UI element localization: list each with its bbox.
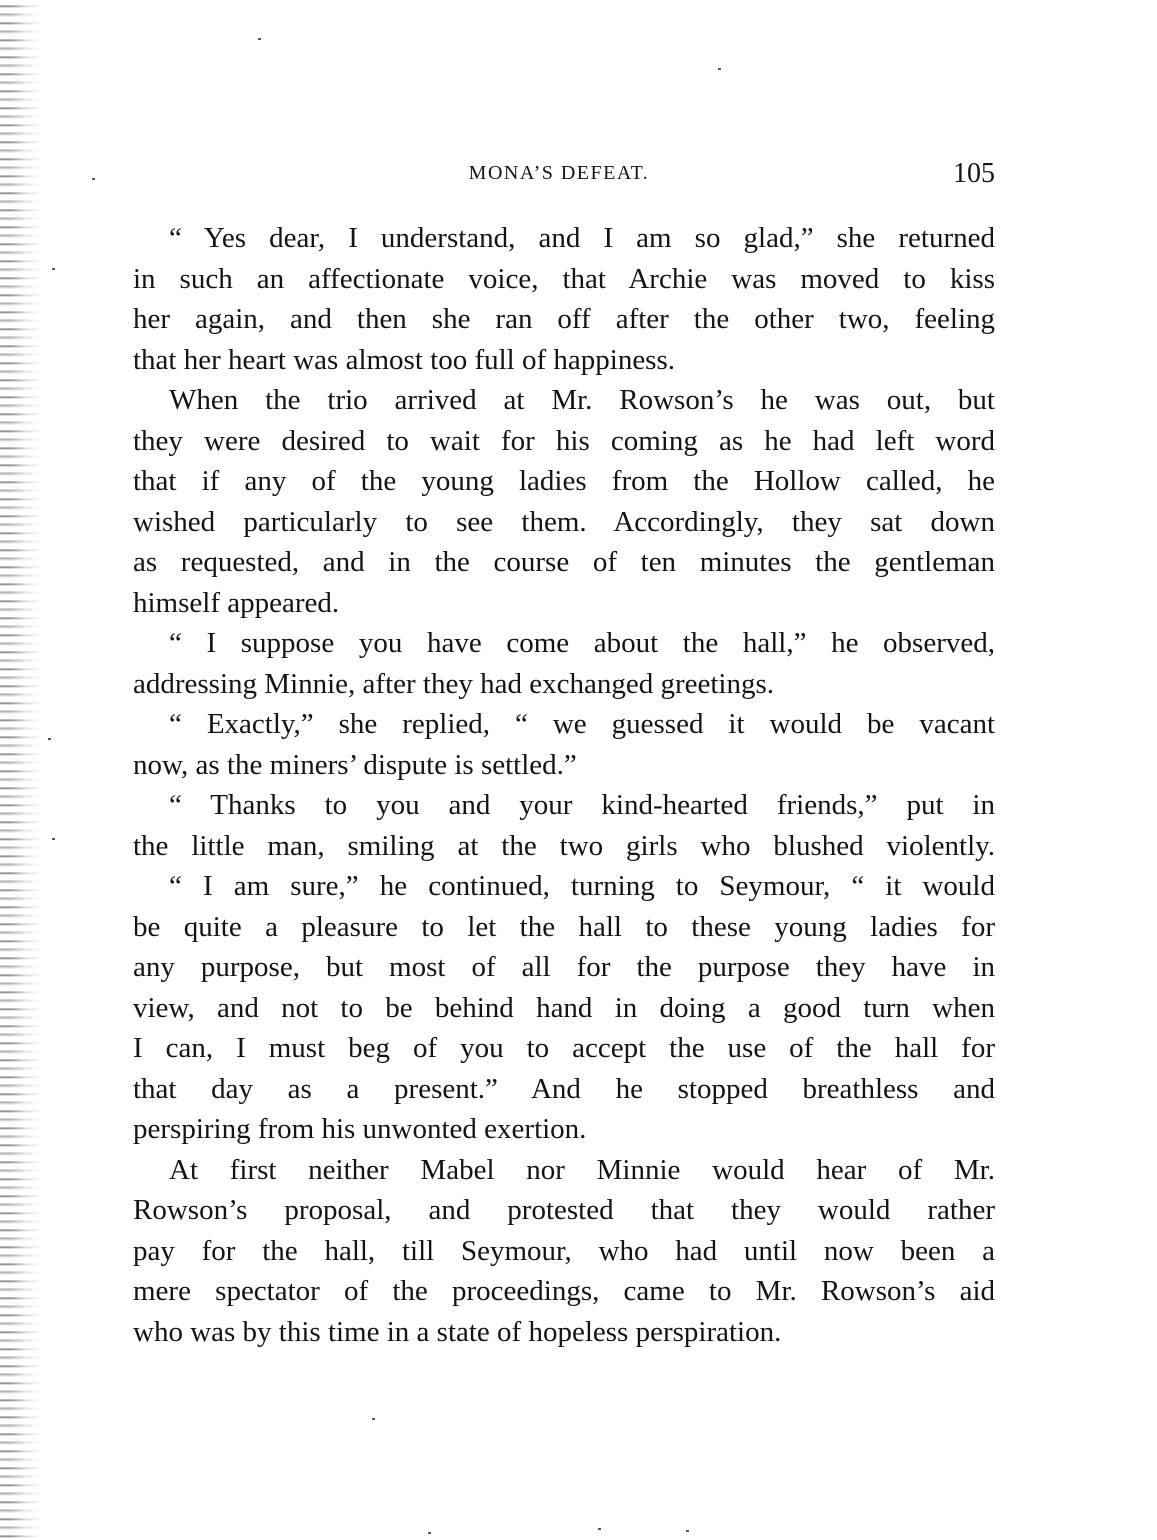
scan-speck: [48, 738, 51, 740]
text-line: that day as a present.” And he stopped breathless and: [133, 1072, 995, 1105]
text-line: be quite a pleasure to let the hall to these young ladies for: [133, 910, 995, 943]
text-line: Rowson’s proposal, and protested that they would rather: [133, 1194, 995, 1226]
text-line: At first neither Mabel nor Minnie would hear of Mr.: [169, 1153, 995, 1186]
text-line: “ Thanks to you and your kind-hearted friends,” put in: [169, 789, 995, 821]
scan-speck: [428, 1532, 431, 1534]
text-line: I can, I must beg of you to accept the use of the hall for: [133, 1032, 995, 1064]
text-line: her again, and then she ran off after the other two, feeling: [133, 303, 995, 335]
scan-speck: [686, 1530, 689, 1532]
text-line: pay for the hall, till Seymour, who had until now been a: [133, 1234, 995, 1267]
text-line: “ I am sure,” he continued, turning to Seymour, “ it would: [169, 870, 995, 902]
paragraph: [133, 1150, 995, 1353]
text-line: “ Yes dear, I understand, and I am so glad,” she returned: [169, 222, 995, 254]
paragraph: [133, 704, 995, 785]
scan-speck: [598, 1528, 601, 1530]
scan-speck: [52, 838, 55, 840]
text-line: now, as the miners’ dispute is settled.”: [133, 748, 577, 781]
text-line: When the trio arrived at Mr. Rowson’s he was out, but: [169, 384, 995, 416]
text-line: mere spectator of the proceedings, came to Mr. Rowson’s aid: [133, 1275, 995, 1307]
text-line: “ Exactly,” she replied, “ we guessed it would be vacant: [169, 708, 995, 740]
text-line: that her heart was almost too full of happiness.: [133, 343, 676, 376]
text-line: wished particularly to see them. Accordingly, they sat down: [133, 505, 995, 538]
text-line: any purpose, but most of all for the purpose they have in: [133, 951, 995, 983]
text-line: “ I suppose you have come about the hall,” he observed,: [169, 627, 995, 659]
text-line: that if any of the young ladies from the Hollow called, he: [133, 465, 995, 497]
paragraph: [133, 623, 995, 704]
scan-speck: [258, 38, 261, 40]
body-text: [133, 218, 995, 1352]
scan-speck: [52, 268, 55, 270]
paragraph: [133, 380, 995, 623]
scanned-binding-edge: [0, 0, 42, 1540]
text-line: who was by this time in a state of hopeless perspiration.: [133, 1315, 782, 1348]
running-head: [133, 158, 995, 192]
text-line: as requested, and in the course of ten minutes the gentleman: [133, 546, 995, 578]
text-line: perspiring from his unwonted exertion.: [133, 1113, 587, 1145]
paragraph: [133, 785, 995, 866]
text-line: in such an affectionate voice, that Archie was moved to kiss: [133, 262, 995, 295]
text-line: they were desired to wait for his coming as he had left word: [133, 424, 995, 457]
page-number: 105: [953, 158, 995, 189]
paragraph: [133, 218, 995, 380]
scan-speck: [92, 178, 95, 180]
scan-speck: [718, 68, 721, 70]
running-title: MONA’S DEFEAT.: [468, 162, 650, 184]
text-line: the little man, smiling at the two girls who blushed violently.: [133, 829, 995, 862]
text-line: himself appeared.: [133, 586, 340, 619]
paragraph: [133, 866, 995, 1150]
text-line: addressing Minnie, after they had exchanged greetings.: [133, 667, 775, 700]
scan-speck: [372, 1418, 375, 1420]
text-line: view, and not to be behind hand in doing a good turn when: [133, 991, 995, 1024]
